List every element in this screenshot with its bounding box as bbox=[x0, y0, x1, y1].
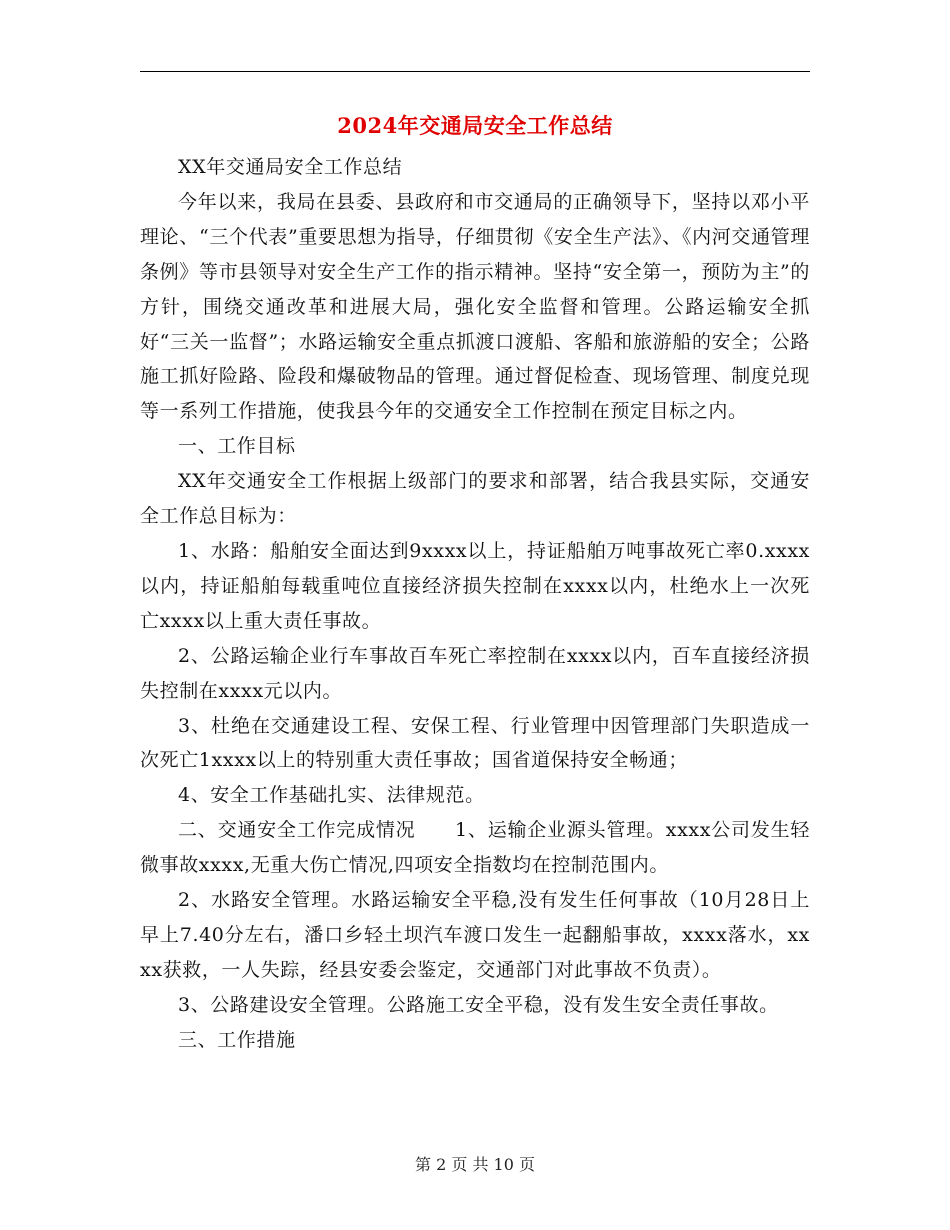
paragraph-goals-intro: XX年交通安全工作根据上级部门的要求和部署，结合我县实际，交通安全工作总目标为： bbox=[140, 470, 810, 528]
paragraph-completion-2: 2、水路安全管理。水路运输安全平稳,没有发生任何事故（10月28日上早上7.40分左右，潘口乡轻土坝汽车渡口发生一起翻船事故，xxxx落水，xxxx获救，一人失踪，经县安委会鉴定，交通部门对此事故不负责）。 bbox=[140, 889, 810, 981]
paragraph-goal-1: 1、水路：船舶安全面达到9xxxx以上，持证船舶万吨事故死亡率0.xxxx以内，持证船舶每载重吨位直接经济损失控制在xxxx以内，杜绝水上一次死亡xxxx以上重大责任事故。 bbox=[140, 539, 810, 632]
paragraph-intro: 今年以来，我局在县委、县政府和市交通局的正确领导下，坚持以邓小平理论、“三个代表”重要思想为指导，仔细贯彻《安全生产法》、《内河交通管理条例》等市县领导对安全生产工作的指示精神。坚持“安全第一，预防为主”的方针，围绕交通改革和进展大局，强化安全监督和管理。公路运输安全抓好“三关一监督”；水路运输安全重点抓渡口渡船、客船和旅游船的安全；公路施工抓好险路、险段和爆破物品的管理。通过督促检查、现场管理、制度兑现等一系列工作措施，使我县今年的交通安全工作控制在预定目标之内。 bbox=[140, 190, 810, 423]
paragraph-goal-4: 4、安全工作基础扎实、法律规范。 bbox=[178, 784, 485, 807]
section-heading-goals: 一、工作目标 bbox=[178, 435, 296, 458]
page-number: 第 2 页 共 10 页 bbox=[415, 1155, 535, 1174]
section-heading-measures: 三、工作措施 bbox=[178, 1028, 296, 1051]
paragraph-completion-3: 3、公路建设安全管理。公路施工安全平稳，没有发生安全责任事故。 bbox=[178, 993, 779, 1016]
header-rule bbox=[140, 71, 810, 72]
paragraph-subtitle: XX年交通局安全工作总结 bbox=[178, 156, 403, 178]
document-body bbox=[140, 150, 810, 1058]
paragraph-goal-2: 2、公路运输企业行车事故百车死亡率控制在xxxx以内，百车直接经济损失控制在xxxx元以内。 bbox=[140, 644, 810, 702]
document-title: 2024年交通局安全工作总结 bbox=[337, 113, 613, 138]
paragraph-goal-3: 3、杜绝在交通建设工程、安保工程、行业管理中因管理部门失职造成一次死亡1xxxx以上的特别重大责任事故；国省道保持安全畅通； bbox=[140, 714, 810, 772]
section-heading-completion: 二、交通安全工作完成情况 1、运输企业源头管理。xxxx公司发生轻微事故xxxx,无重大伤亡情况,四项安全指数均在控制范围内。 bbox=[140, 819, 810, 877]
